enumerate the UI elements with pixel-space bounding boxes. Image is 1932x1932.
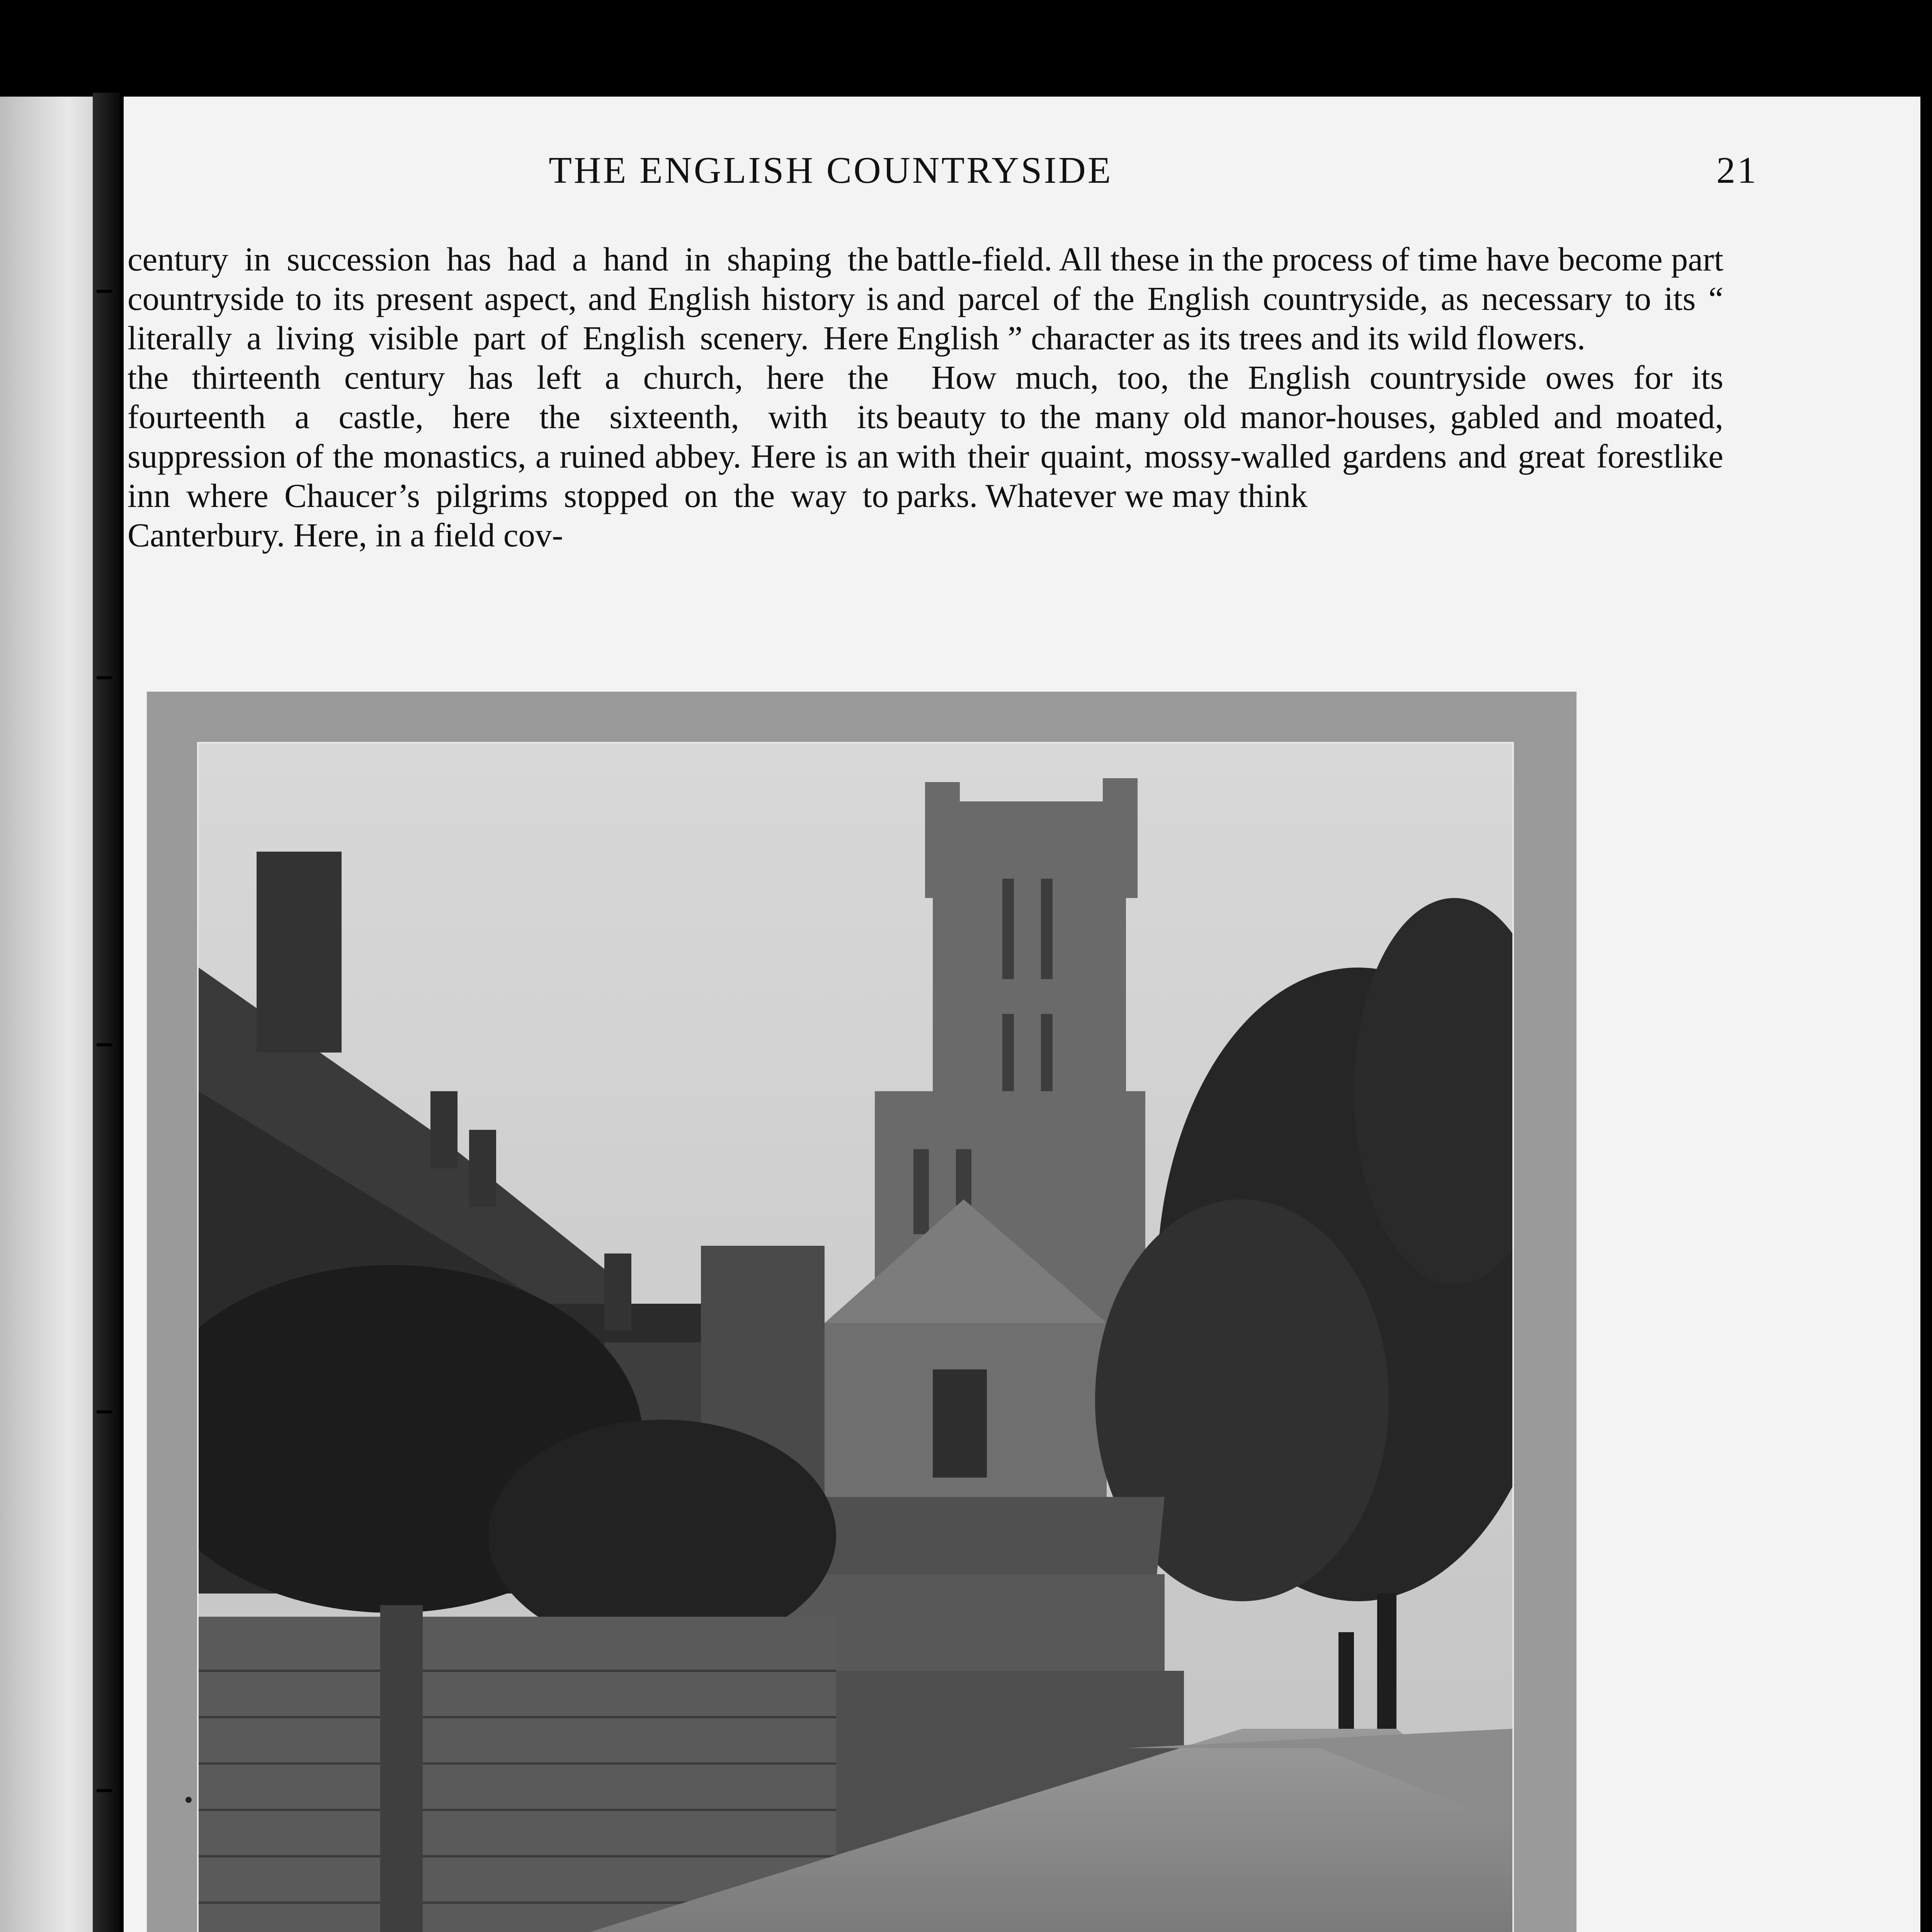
photograph-illustration [199,743,1512,1932]
page-number: 21 [1716,150,1758,191]
paragraph: century in succession has had a hand in shaping the countryside to its present aspect, and English history is literally a living visible part of English scenery. Here the thirteenth century has left a church, here the fourteenth a castle, here the sixteenth, with its suppression of the monastics, a ruined abbey. Here is an inn where Chaucer’s pilgrims stopped on the way to Canterbury. Here, in a field cov- [128,240,889,554]
paragraph: How much, too, the English countryside owes for its beauty to the many old manor-houses, gabled and moated, with their quaint, mossy-walled gardens and great forestlike parks. Whatever we may think [896,359,1723,514]
running-header [549,149,1758,203]
top-left-column [128,240,889,742]
paragraph: battle-field. All these in the process of time have become part and parcel of the English countryside, as necessary to its “ English ” character as its trees and its wild flowers. [896,240,1723,357]
top-right-column [896,240,1723,742]
running-title: THE ENGLISH COUNTRYSIDE [549,150,1113,191]
ely-cathedral-photograph [197,742,1514,1932]
dust-speck [185,1797,192,1803]
binding-marks [97,97,108,1932]
previous-page-edge [0,97,97,1932]
